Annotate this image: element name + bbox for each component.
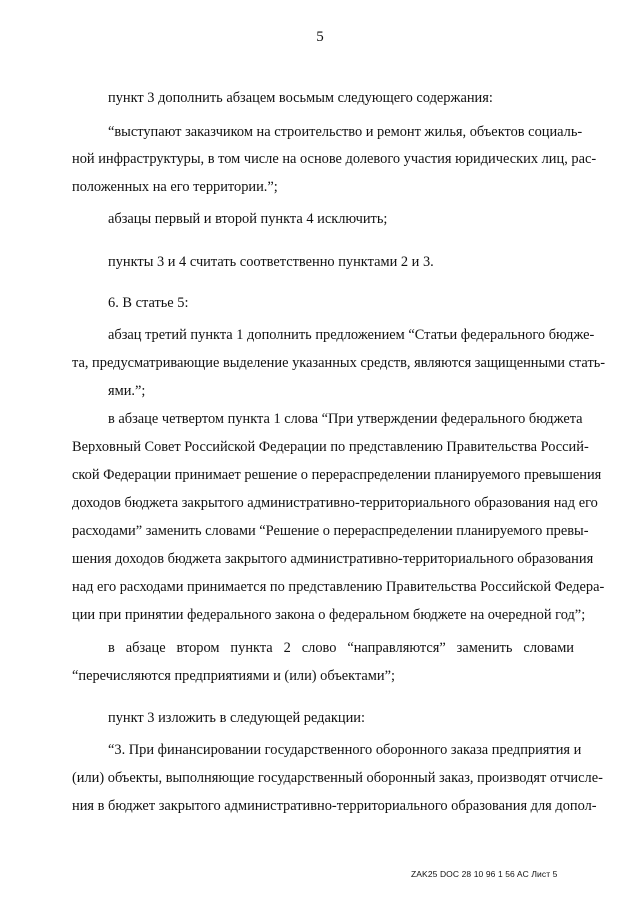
- paragraph-line: (или) объекты, выполняющие государственный оборонный заказ, производят отчисле-: [72, 770, 603, 786]
- paragraph-line: ной инфраструктуры, в том числе на основе долевого участия юридических лиц, рас-: [72, 151, 597, 167]
- paragraph-line: ями.”;: [108, 383, 146, 399]
- section-heading: 6. В статье 5:: [108, 295, 189, 311]
- paragraph-line: положенных на его территории.”;: [72, 179, 278, 195]
- paragraph-line: в абзаце втором пункта 2 слово “направляются” заменить словами: [108, 640, 574, 656]
- document-footer: ZAK25 DOC 28 10 96 1 56 AC Лист 5: [411, 869, 558, 879]
- paragraph-line: Верховный Совет Российской Федерации по представлению Правительства Россий-: [72, 439, 589, 455]
- paragraph-line: абзацы первый и второй пункта 4 исключить;: [108, 211, 388, 227]
- paragraph-line: “перечисляются предприятиями и (или) объектами”;: [72, 668, 396, 684]
- paragraph-line: пункты 3 и 4 считать соответственно пунктами 2 и 3.: [108, 254, 434, 270]
- paragraph-line: ской Федерации принимает решение о перераспределении планируемого превышения: [72, 467, 602, 483]
- paragraph-line: ния в бюджет закрытого административно-территориального образования для допол-: [72, 798, 597, 814]
- paragraph-line: та, предусматривающие выделение указанных средств, являются защищенными стать-: [72, 355, 606, 371]
- paragraph-line: над его расходами принимается по представлению Правительства Российской Федера-: [72, 579, 605, 595]
- page-number: 5: [316, 29, 324, 45]
- paragraph-line: “3. При финансировании государственного оборонного заказа предприятия и: [108, 742, 582, 758]
- paragraph-line: расходами” заменить словами “Решение о перераспределении планируемого превы-: [72, 523, 589, 539]
- paragraph-line: доходов бюджета закрытого административно-территориального образования над его: [72, 495, 598, 511]
- paragraph-line: в абзаце четвертом пункта 1 слова “При утверждении федерального бюджета: [108, 411, 583, 427]
- paragraph-line: абзац третий пункта 1 дополнить предложением “Статьи федерального бюдже-: [108, 327, 595, 343]
- paragraph-line: “выступают заказчиком на строительство и ремонт жилья, объектов социаль-: [108, 124, 583, 140]
- paragraph-line: пункт 3 изложить в следующей редакции:: [108, 710, 365, 726]
- paragraph-line: шения доходов бюджета закрытого административно-территориального образования: [72, 551, 594, 567]
- paragraph-line: пункт 3 дополнить абзацем восьмым следующего содержания:: [108, 90, 493, 106]
- paragraph-line: ции при принятии федерального закона о федеральном бюджете на очередной год”;: [72, 607, 586, 623]
